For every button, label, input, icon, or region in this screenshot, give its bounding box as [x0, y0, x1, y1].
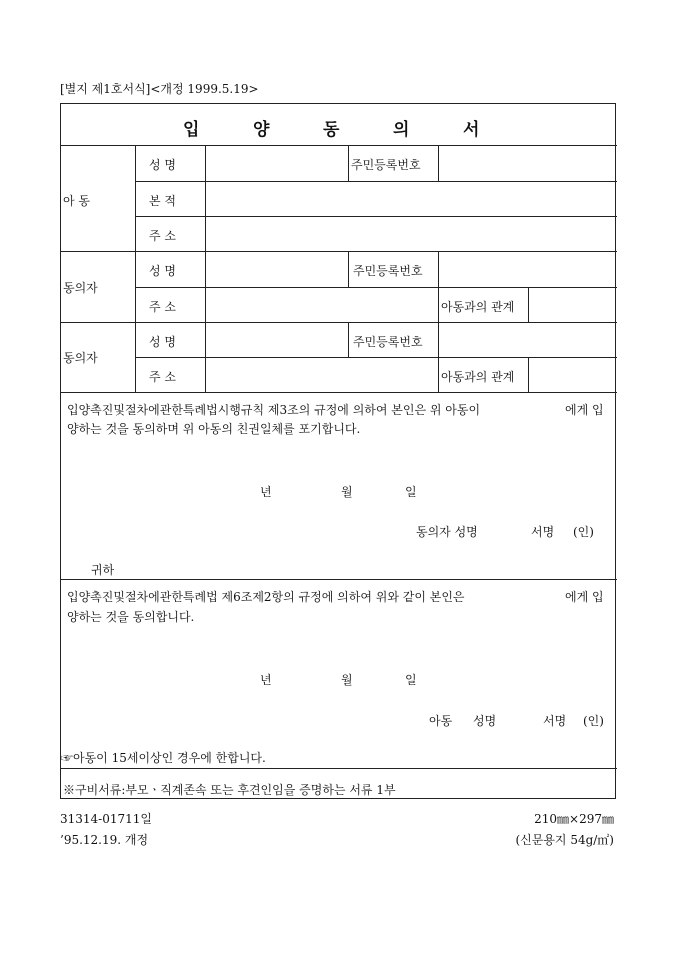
consenter2-id-label: 주민등록번호	[353, 335, 423, 349]
divider	[61, 579, 617, 580]
divider	[528, 357, 529, 392]
paper-size: 210㎜×297㎜	[534, 812, 614, 826]
title-char-2: 양	[253, 120, 270, 140]
required-documents-note: ※구비서류:부모ㆍ직계존속 또는 후견인임을 증명하는 서류 1부	[63, 783, 396, 797]
section2-date-year: 년	[260, 673, 272, 687]
divider	[348, 145, 349, 181]
revision-date: ’95.12.19. 개정	[60, 833, 149, 847]
title-char-1: 입	[183, 120, 200, 140]
consenter2-relation-label: 아동과의 관계	[441, 370, 515, 384]
divider	[438, 251, 439, 287]
age-requirement-note: ☞아동이 15세이상인 경우에 한합니다.	[61, 751, 266, 765]
section2-date-month: 월	[341, 673, 353, 687]
divider	[348, 322, 349, 357]
divider	[135, 181, 617, 182]
divider	[205, 145, 206, 392]
divider	[438, 145, 439, 181]
divider	[61, 768, 617, 769]
adoption-consent-form	[60, 103, 616, 799]
consenter1-relation-label: 아동과의 관계	[441, 300, 515, 314]
child-address-label: 주 소	[149, 229, 176, 243]
section1-sign-label: 서명	[531, 525, 555, 539]
consenter2-group-label: 동의자	[63, 351, 98, 365]
divider	[528, 287, 529, 322]
section2-statement-line1-end: 에게 입	[565, 590, 604, 604]
section2-statement-line2: 양하는 것을 동의합니다.	[67, 610, 195, 624]
section1-addressee: 귀하	[91, 563, 115, 577]
divider	[135, 216, 617, 217]
form-reference-note: [별지 제1호서식]<개정 1999.5.19>	[60, 82, 259, 96]
divider	[61, 322, 617, 323]
section1-date-month: 월	[341, 485, 353, 499]
title-char-5: 서	[463, 120, 480, 140]
divider	[135, 357, 617, 358]
section1-statement-line2: 양하는 것을 동의하며 위 아동의 친권일체를 포기합니다.	[67, 422, 361, 436]
section2-sign-label: 서명	[543, 714, 567, 728]
title-char-3: 동	[323, 120, 340, 140]
child-group-label: 아 동	[63, 194, 90, 208]
section2-statement-line1: 입양촉진및절차에관한특례법 제6조제2항의 규정에 의하여 위와 같이 본인은	[67, 590, 465, 604]
divider	[438, 287, 439, 322]
child-name-label: 성 명	[149, 158, 176, 172]
section1-date-year: 년	[260, 485, 272, 499]
section1-statement-line1-end: 에게 입	[565, 403, 604, 417]
divider	[348, 251, 349, 287]
paper-type: (신문용지 54g/㎡)	[515, 833, 614, 847]
section1-date-day: 일	[405, 485, 417, 499]
divider	[61, 392, 617, 393]
section1-statement-line1: 입양촉진및절차에관한특례법시행규칙 제3조의 규정에 의하여 본인은 위 아동이	[67, 403, 481, 417]
consenter1-group-label: 동의자	[63, 281, 98, 295]
consenter2-name-label: 성 명	[149, 335, 176, 349]
section1-signer-label: 동의자 성명	[416, 525, 478, 539]
section2-child-label: 아동	[429, 714, 453, 728]
consenter2-address-label: 주 소	[149, 370, 176, 384]
section2-date-day: 일	[405, 673, 417, 687]
divider	[135, 145, 136, 392]
form-number: 31314-01711일	[60, 812, 152, 826]
divider	[61, 145, 617, 146]
consenter1-name-label: 성 명	[149, 264, 176, 278]
consenter1-id-label: 주민등록번호	[353, 264, 423, 278]
section1-seal-label: (인)	[573, 525, 594, 539]
child-origin-label: 본 적	[149, 194, 176, 208]
divider	[438, 322, 439, 357]
consenter1-address-label: 주 소	[149, 300, 176, 314]
divider	[438, 357, 439, 392]
divider	[61, 251, 617, 252]
section2-seal-label: (인)	[583, 714, 604, 728]
title-char-4: 의	[393, 120, 410, 140]
child-id-label: 주민등록번호	[351, 158, 421, 172]
divider	[135, 287, 617, 288]
section2-name-label: 성명	[473, 714, 497, 728]
